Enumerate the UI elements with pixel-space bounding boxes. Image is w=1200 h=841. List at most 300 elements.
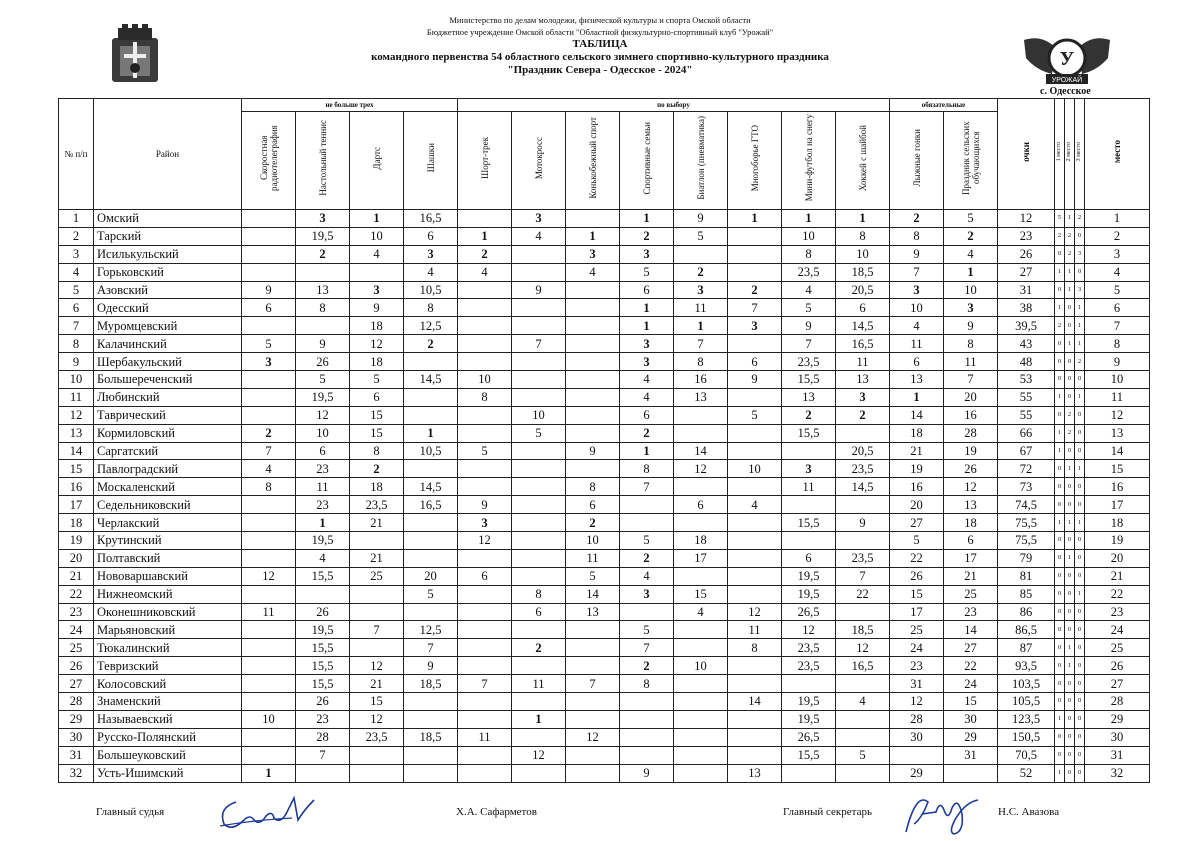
second-place-count: 1 [1065, 549, 1075, 567]
final-place: 11 [1085, 388, 1150, 406]
final-place: 18 [1085, 514, 1150, 532]
org-line-ministry: Министерство по делам молодежи, физической культуры и спорта Омской области [449, 15, 751, 25]
score-cell: 28 [890, 710, 944, 728]
third-place-count: 2 [1075, 353, 1085, 371]
score-cell: 19,5 [296, 621, 350, 639]
score-cell: 8 [458, 388, 512, 406]
third-place-count: 2 [1075, 210, 1085, 228]
score-cell: 13 [836, 371, 890, 389]
score-cell: 14 [566, 585, 620, 603]
row-number: 8 [59, 335, 94, 353]
score-cell [242, 532, 296, 550]
score-cell: 23,5 [782, 263, 836, 281]
group-header-required: обязательные [890, 99, 998, 112]
score-cell: 13 [890, 371, 944, 389]
score-cell [350, 585, 404, 603]
final-place: 5 [1085, 281, 1150, 299]
col-header-points-label: очки [1021, 141, 1031, 162]
score-cell: 2 [620, 549, 674, 567]
score-cell: 4 [782, 281, 836, 299]
score-cell: 15 [674, 585, 728, 603]
score-cell: 8 [674, 353, 728, 371]
score-cell: 18,5 [404, 675, 458, 693]
score-cell [674, 567, 728, 585]
score-cell: 7 [350, 621, 404, 639]
first-place-count: 0 [1055, 746, 1065, 764]
sport-header-label: Мотокросс [533, 136, 544, 180]
first-place-count: 0 [1055, 478, 1065, 496]
score-cell: 20 [944, 388, 998, 406]
third-place-count: 0 [1075, 657, 1085, 675]
first-place-count: 0 [1055, 245, 1065, 263]
score-cell: 23 [890, 657, 944, 675]
score-cell: 5 [620, 263, 674, 281]
third-place-count: 0 [1075, 693, 1085, 711]
second-place-count: 0 [1065, 496, 1075, 514]
score-cell [782, 442, 836, 460]
score-cell: 31 [944, 746, 998, 764]
score-cell: 1 [836, 210, 890, 228]
score-cell [566, 317, 620, 335]
district-name: Марьяновский [94, 621, 242, 639]
score-cell: 1 [620, 299, 674, 317]
score-cell [566, 388, 620, 406]
score-cell: 11 [728, 621, 782, 639]
second-place-count: 0 [1065, 567, 1075, 585]
first-place-count: 0 [1055, 657, 1065, 675]
score-cell: 5 [350, 371, 404, 389]
score-cell: 12 [350, 657, 404, 675]
score-cell: 8 [944, 335, 998, 353]
score-cell [620, 710, 674, 728]
score-cell [674, 514, 728, 532]
final-place: 1 [1085, 210, 1150, 228]
second-place-count: 1 [1065, 210, 1075, 228]
score-cell: 11 [944, 353, 998, 371]
points-cell: 66 [998, 424, 1055, 442]
table-row [59, 728, 1150, 746]
score-cell: 9 [350, 299, 404, 317]
district-name: Усть-Ишимский [94, 764, 242, 782]
first-place-count: 1 [1055, 442, 1065, 460]
score-cell: 9 [782, 317, 836, 335]
score-cell: 2 [404, 335, 458, 353]
score-cell: 6 [836, 299, 890, 317]
score-cell: 19 [890, 460, 944, 478]
score-cell: 4 [728, 496, 782, 514]
score-cell: 5 [566, 567, 620, 585]
final-place: 29 [1085, 710, 1150, 728]
score-cell [242, 549, 296, 567]
sport-header-label: Конькобежный спорт [587, 117, 598, 199]
score-cell [728, 514, 782, 532]
score-cell: 19,5 [782, 693, 836, 711]
score-cell: 18,5 [836, 621, 890, 639]
score-cell: 1 [512, 710, 566, 728]
district-name: Азовский [94, 281, 242, 299]
first-place-count: 1 [1055, 388, 1065, 406]
score-cell: 10 [836, 245, 890, 263]
table-row [59, 210, 1150, 228]
score-cell: 3 [836, 388, 890, 406]
score-cell: 8 [242, 478, 296, 496]
district-name: Тарский [94, 227, 242, 245]
score-cell: 12,5 [404, 621, 458, 639]
final-place: 24 [1085, 621, 1150, 639]
row-number: 5 [59, 281, 94, 299]
district-name: Горьковский [94, 263, 242, 281]
row-number: 20 [59, 549, 94, 567]
row-number: 31 [59, 746, 94, 764]
score-cell: 1 [242, 764, 296, 782]
score-cell [728, 549, 782, 567]
score-cell: 12 [458, 532, 512, 550]
score-cell [674, 424, 728, 442]
score-cell [404, 603, 458, 621]
first-place-count: 0 [1055, 371, 1065, 389]
event-name: "Праздник Севера - Одесское - 2024" [507, 64, 693, 76]
score-cell: 7 [836, 567, 890, 585]
score-cell: 26 [296, 693, 350, 711]
row-number: 13 [59, 424, 94, 442]
score-cell: 1 [728, 210, 782, 228]
final-place: 25 [1085, 639, 1150, 657]
score-cell: 20 [890, 496, 944, 514]
score-cell: 5 [674, 227, 728, 245]
score-cell: 11 [242, 603, 296, 621]
score-cell [566, 710, 620, 728]
score-cell: 15,5 [782, 514, 836, 532]
third-place-count: 1 [1075, 335, 1085, 353]
score-cell: 12 [728, 603, 782, 621]
final-place: 23 [1085, 603, 1150, 621]
sport-header [404, 112, 458, 210]
score-cell [404, 388, 458, 406]
district-name: Русско-Полянский [94, 728, 242, 746]
score-cell: 23 [296, 496, 350, 514]
score-cell: 7 [620, 478, 674, 496]
third-place-count: 1 [1075, 585, 1085, 603]
points-cell: 55 [998, 388, 1055, 406]
second-place-count: 0 [1065, 728, 1075, 746]
score-cell [728, 532, 782, 550]
score-cell: 18,5 [836, 263, 890, 281]
score-cell: 9 [944, 317, 998, 335]
score-cell: 5 [458, 442, 512, 460]
score-cell: 9 [674, 210, 728, 228]
second-place-count: 0 [1065, 353, 1075, 371]
score-cell: 23,5 [350, 728, 404, 746]
district-name: Саргатский [94, 442, 242, 460]
district-name: Калачинский [94, 335, 242, 353]
score-cell [620, 728, 674, 746]
score-cell: 5 [242, 335, 296, 353]
score-cell: 9 [836, 514, 890, 532]
first-place-count: 0 [1055, 335, 1065, 353]
score-cell: 19,5 [782, 710, 836, 728]
score-cell: 1 [566, 227, 620, 245]
table-row [59, 621, 1150, 639]
score-cell [620, 746, 674, 764]
score-cell [728, 442, 782, 460]
score-cell: 18 [350, 317, 404, 335]
score-cell: 12 [890, 693, 944, 711]
final-place: 20 [1085, 549, 1150, 567]
first-place-count: 1 [1055, 514, 1065, 532]
score-cell [566, 657, 620, 675]
score-cell: 3 [782, 460, 836, 478]
score-cell: 4 [620, 567, 674, 585]
score-cell [512, 388, 566, 406]
score-cell: 8 [296, 299, 350, 317]
district-name: Полтавский [94, 549, 242, 567]
score-cell: 19,5 [296, 227, 350, 245]
sport-header-label: Многоборье ГТО [749, 124, 760, 192]
sport-header-label: Шашки [425, 143, 436, 173]
table-row [59, 227, 1150, 245]
final-place: 6 [1085, 299, 1150, 317]
score-cell: 5 [620, 621, 674, 639]
points-cell: 81 [998, 567, 1055, 585]
score-cell: 30 [890, 728, 944, 746]
third-place-count: 0 [1075, 371, 1085, 389]
first-place-count: 0 [1055, 585, 1065, 603]
score-cell: 23 [296, 460, 350, 478]
district-name: Большеуковский [94, 746, 242, 764]
score-cell [404, 693, 458, 711]
second-place-count: 1 [1065, 335, 1075, 353]
score-cell: 8 [890, 227, 944, 245]
first-place-count: 0 [1055, 549, 1065, 567]
first-place-count: 1 [1055, 424, 1065, 442]
district-name: Любинский [94, 388, 242, 406]
points-cell: 48 [998, 353, 1055, 371]
score-cell: 7 [728, 299, 782, 317]
score-cell: 13 [566, 603, 620, 621]
score-cell: 4 [242, 460, 296, 478]
score-cell: 2 [296, 245, 350, 263]
score-cell [404, 514, 458, 532]
score-cell [458, 478, 512, 496]
points-cell: 12 [998, 210, 1055, 228]
score-cell: 18,5 [404, 728, 458, 746]
table-row [59, 746, 1150, 764]
score-cell: 21 [890, 442, 944, 460]
score-cell: 28 [944, 424, 998, 442]
third-place-count: 0 [1075, 549, 1085, 567]
score-cell: 11 [512, 675, 566, 693]
sport-header [782, 112, 836, 210]
points-cell: 38 [998, 299, 1055, 317]
score-cell: 2 [944, 227, 998, 245]
final-place: 3 [1085, 245, 1150, 263]
score-cell: 9 [296, 335, 350, 353]
score-cell [728, 675, 782, 693]
score-cell [674, 710, 728, 728]
score-cell: 8 [566, 478, 620, 496]
score-cell: 13 [944, 496, 998, 514]
score-cell: 3 [242, 353, 296, 371]
score-cell [512, 263, 566, 281]
points-cell: 150,5 [998, 728, 1055, 746]
score-cell: 5 [836, 746, 890, 764]
third-place-count: 1 [1075, 514, 1085, 532]
col-header-third [1075, 99, 1085, 210]
district-name: Одесский [94, 299, 242, 317]
second-place-count: 2 [1065, 406, 1075, 424]
score-cell: 5 [620, 532, 674, 550]
chief-judge-label: Главный судья [96, 806, 165, 818]
district-name: Шербакульский [94, 353, 242, 371]
score-cell: 1 [404, 424, 458, 442]
score-cell: 6 [620, 281, 674, 299]
score-cell [620, 514, 674, 532]
score-cell: 17 [944, 549, 998, 567]
first-place-count: 0 [1055, 675, 1065, 693]
urozhai-club-logo-icon [1022, 30, 1112, 90]
score-cell: 15,5 [782, 746, 836, 764]
score-cell [512, 478, 566, 496]
points-cell: 70,5 [998, 746, 1055, 764]
score-cell [620, 693, 674, 711]
col-header-points [998, 99, 1055, 210]
score-cell [566, 746, 620, 764]
score-cell [566, 353, 620, 371]
points-cell: 105,5 [998, 693, 1055, 711]
score-cell [512, 693, 566, 711]
final-place: 22 [1085, 585, 1150, 603]
district-name: Оконешниковский [94, 603, 242, 621]
sport-header-label: Скоростная радиотелеграфия [258, 125, 279, 191]
score-cell [458, 764, 512, 782]
score-cell [944, 764, 998, 782]
score-cell: 10,5 [404, 281, 458, 299]
score-cell: 27 [944, 639, 998, 657]
col-header-place [1085, 99, 1150, 210]
score-cell: 3 [620, 335, 674, 353]
score-cell: 15 [350, 406, 404, 424]
second-place-count: 0 [1065, 585, 1075, 603]
score-cell [674, 746, 728, 764]
score-cell [458, 621, 512, 639]
sport-header-label: Мини-футбол на снегу [803, 114, 814, 202]
sport-header-label: Шорт-трек [479, 137, 490, 179]
score-cell: 3 [620, 245, 674, 263]
score-cell: 1 [458, 227, 512, 245]
score-cell: 3 [728, 317, 782, 335]
score-cell: 7 [242, 442, 296, 460]
col-header-first-label: 1 место [1056, 141, 1062, 162]
district-name: Кормиловский [94, 424, 242, 442]
score-cell [566, 299, 620, 317]
score-cell: 21 [350, 549, 404, 567]
score-cell: 19,5 [296, 388, 350, 406]
district-name: Знаменский [94, 693, 242, 711]
second-place-count: 0 [1065, 299, 1075, 317]
row-number: 17 [59, 496, 94, 514]
score-cell: 16 [674, 371, 728, 389]
points-cell: 31 [998, 281, 1055, 299]
score-cell: 23,5 [782, 353, 836, 371]
score-cell: 8 [836, 227, 890, 245]
score-cell [728, 388, 782, 406]
third-place-count: 0 [1075, 675, 1085, 693]
score-cell [836, 424, 890, 442]
score-cell: 4 [566, 263, 620, 281]
row-number: 21 [59, 567, 94, 585]
score-cell: 3 [296, 210, 350, 228]
score-cell: 4 [620, 371, 674, 389]
table-row [59, 532, 1150, 550]
score-cell: 11 [296, 478, 350, 496]
score-cell [566, 460, 620, 478]
score-cell: 4 [404, 263, 458, 281]
table-row [59, 406, 1150, 424]
first-place-count: 0 [1055, 621, 1065, 639]
second-place-count: 2 [1065, 424, 1075, 442]
score-cell: 4 [890, 317, 944, 335]
district-name: Таврический [94, 406, 242, 424]
score-cell: 23 [296, 710, 350, 728]
score-cell: 6 [620, 406, 674, 424]
score-cell [404, 353, 458, 371]
score-cell: 12 [944, 478, 998, 496]
table-row [59, 460, 1150, 478]
points-cell: 75,5 [998, 532, 1055, 550]
score-cell: 4 [620, 388, 674, 406]
final-place: 10 [1085, 371, 1150, 389]
second-place-count: 0 [1065, 746, 1075, 764]
score-cell: 19,5 [782, 585, 836, 603]
district-name: Павлоградский [94, 460, 242, 478]
score-cell: 6 [350, 388, 404, 406]
row-number: 2 [59, 227, 94, 245]
score-cell: 31 [890, 675, 944, 693]
score-cell: 6 [458, 567, 512, 585]
score-cell [458, 210, 512, 228]
points-cell: 74,5 [998, 496, 1055, 514]
score-cell: 23,5 [836, 460, 890, 478]
score-cell [242, 371, 296, 389]
score-cell: 7 [782, 335, 836, 353]
final-place: 28 [1085, 693, 1150, 711]
score-cell [350, 746, 404, 764]
third-place-count: 0 [1075, 478, 1085, 496]
score-cell [458, 549, 512, 567]
score-cell [512, 549, 566, 567]
score-cell [674, 406, 728, 424]
score-cell [566, 281, 620, 299]
score-cell: 1 [674, 317, 728, 335]
score-cell: 3 [890, 281, 944, 299]
score-cell: 2 [620, 227, 674, 245]
score-cell: 18 [890, 424, 944, 442]
score-cell: 16,5 [836, 335, 890, 353]
score-cell: 25 [350, 567, 404, 585]
svg-text:У: У [1059, 48, 1075, 70]
sport-header [458, 112, 512, 210]
district-name: Исилькульский [94, 245, 242, 263]
score-cell: 6 [296, 442, 350, 460]
points-cell: 79 [998, 549, 1055, 567]
score-cell: 21 [350, 675, 404, 693]
points-cell: 43 [998, 335, 1055, 353]
table-row [59, 514, 1150, 532]
row-number: 28 [59, 693, 94, 711]
sport-header [890, 112, 944, 210]
table-row [59, 442, 1150, 460]
score-cell: 4 [512, 227, 566, 245]
